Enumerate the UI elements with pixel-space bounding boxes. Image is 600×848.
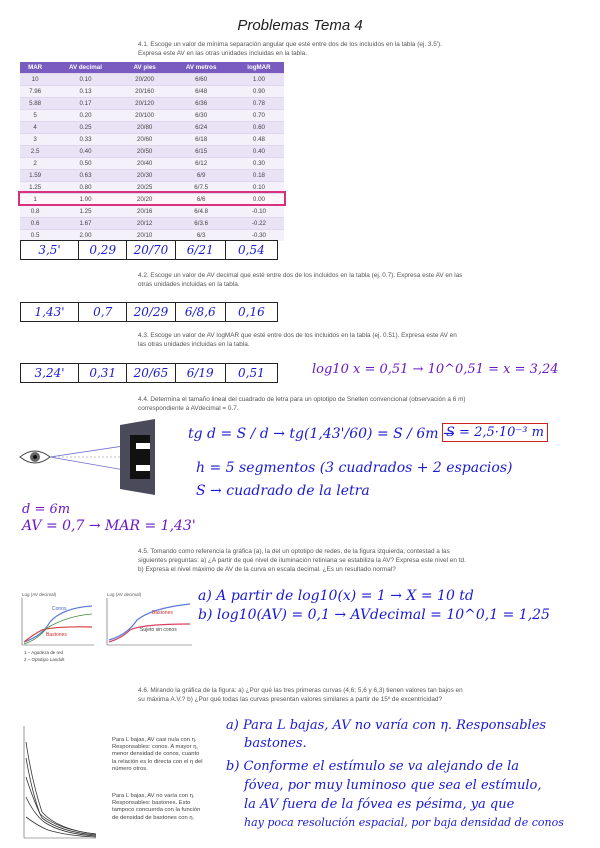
answer-cell: 20/29	[127, 303, 175, 321]
acuity-table-cell: 0.30	[234, 158, 284, 170]
answer-cell: 3,24'	[21, 364, 79, 382]
question-4-5: 4.5. Tomando como referencia la gráfica (a), la del un optotipo de redes, de la figura izquierda, contestad a las siguientes preguntas: a) ¿A partir de qué nivel de iluminación retiniana se estabiliza la AV? Expresa este nivel en td. b) Expresa el nivel máximo de AV de la curva en escala decimal. ¿Es un resultado normal?	[138, 548, 466, 573]
acuity-table-cell: 0.25	[50, 122, 121, 134]
acuity-table-cell: 0.70	[234, 110, 284, 122]
answer-cell: 3,5'	[21, 241, 79, 259]
acuity-table-cell: 0.10	[234, 182, 284, 194]
acuity-table-cell: 20/40	[121, 158, 169, 170]
answer-4-5-b: b) log10(AV) = 0,1 → AVdecimal = 10^0,1 = 1,25	[198, 607, 550, 623]
acuity-table-cell: 20/160	[121, 86, 169, 98]
answer-cell: 0,7	[79, 303, 127, 321]
answer-cell: 0,31	[79, 364, 127, 382]
acuity-table-cell: 6/4.8	[168, 206, 233, 218]
acuity-table-cell: 2.00	[50, 230, 121, 242]
acuity-table-cell: 6/48	[168, 86, 233, 98]
acuity-table-row	[20, 206, 284, 218]
acuity-table-cell: 0.10	[50, 74, 121, 86]
acuity-table-cell: 6/6	[168, 194, 233, 206]
acuity-table-cell: 5	[20, 110, 50, 122]
answer-cell: 6/21	[176, 241, 226, 259]
acuity-table-cell: 0.48	[234, 134, 284, 146]
graph-note-1: Para L bajas, AV casi nula con η. Responsables: conos. A mayor η, menor densidad de conos, cuanto la relación es lo directa con el η del número otros.	[112, 737, 203, 772]
acuity-table-cell: 0.60	[234, 122, 284, 134]
snellen-diagram	[10, 415, 175, 500]
acuity-table-cell: 1.67	[50, 218, 121, 230]
acuity-table-cell: 20/120	[121, 98, 169, 110]
answer-4-6-b-line1: b) Conforme el estímulo se va alejando de la	[226, 759, 520, 774]
acuity-table-cell: 0.40	[234, 146, 284, 158]
acuity-table-row	[20, 170, 284, 182]
acuity-table-cell: 6/36	[168, 98, 233, 110]
acuity-table-cell: 20/25	[121, 182, 169, 194]
acuity-table-cell: 7.96	[20, 86, 50, 98]
distance-note: d = 6m	[22, 502, 71, 517]
acuity-table-row	[20, 158, 284, 170]
acuity-table-cell: 0.63	[50, 170, 121, 182]
question-4-4: 4.4. Determina el tamaño lineal del cuadrado de letra para un optotipo de Snellen convencional (observación a 6 m) correspondiente a AVdecimal = 0.7.	[138, 396, 466, 412]
label-bastones: Bastones	[46, 632, 67, 638]
acuity-table-cell: -0.30	[234, 230, 284, 242]
acuity-table-cell: 0.90	[234, 86, 284, 98]
acuity-table-row	[20, 98, 284, 110]
label-sin-conos: Sujeto sin conos	[140, 627, 177, 633]
acuity-table-cell: 5.88	[20, 98, 50, 110]
acuity-table-cell: 1.59	[20, 170, 50, 182]
letter-e-icon	[120, 419, 155, 495]
acuity-table-cell: 6/9	[168, 170, 233, 182]
acuity-table-cell: 0.40	[50, 146, 121, 158]
answer-4-6-b-line4: hay poca resolución espacial, por baja densidad de conos	[244, 816, 564, 829]
acuity-table-cell: 1.25	[20, 182, 50, 194]
answer-4-6-a-line2: bastones.	[244, 736, 307, 751]
highlight-row-box	[18, 191, 286, 206]
answer-cell: 6/8,6	[176, 303, 226, 321]
answer-cell: 0,51	[238, 366, 265, 380]
acuity-table-cell: 20/10	[121, 230, 169, 242]
question-4-2: 4.2. Escoge un valor de AV decimal que esté entre dos de los incluidos en la tabla (ej. 0.7). Expresa este AV en las otras unidades incluidas en la tabla.	[138, 272, 463, 288]
acuity-table-row	[20, 122, 284, 134]
acuity-table-row	[20, 146, 284, 158]
acuity-table-cell: 6/18	[168, 134, 233, 146]
acuity-table-cell: 0.20	[50, 110, 121, 122]
graph-b-title: Log (AV decimal)	[107, 592, 142, 597]
answer-4-6-b-line2: fóvea, por muy luminoso que sea el estímulo,	[244, 778, 542, 793]
tangent-equation: tg d = S / d → tg(1,43'/60) = S / 6m →	[188, 426, 455, 442]
answer-cell: 6/19	[176, 364, 226, 382]
label-bastones-b: Bastones	[152, 610, 173, 616]
acuity-table-cell: 6/7.5	[168, 182, 233, 194]
acuity-table-cell: 6/12	[168, 158, 233, 170]
acuity-table-cell: 1	[20, 194, 50, 206]
acuity-table-cell: 0.78	[234, 98, 284, 110]
acuity-table-cell: -0.22	[234, 218, 284, 230]
answer-row-4-3	[20, 363, 278, 383]
answer-cell: 20/65	[127, 364, 175, 382]
header-av-decimal: AV decimal	[50, 62, 121, 74]
av-mar-note: AV = 0,7 → MAR = 1,43'	[22, 518, 196, 534]
acuity-table-cell: 6/24	[168, 122, 233, 134]
acuity-table-cell: 20/16	[121, 206, 169, 218]
logmar-work: log10 x = 0,51 → 10^0,51 = x = 3,24	[312, 362, 559, 377]
acuity-table-cell: 6/3	[168, 230, 233, 242]
answer-cell: 0,54	[238, 243, 265, 257]
graph-note-2: Para L bajas, AV no varía con η. Responsables: bastones. Esto tampoco concuerda con la función de densidad de bastones con η.	[112, 793, 201, 821]
acuity-table-cell: 6/60	[168, 74, 233, 86]
eye-icon	[20, 451, 50, 463]
acuity-table-cell: 0.50	[50, 158, 121, 170]
header-av-feet: AV pies	[121, 62, 169, 74]
eccentricity-graph	[18, 722, 98, 842]
answer-cell: 0,29	[79, 241, 127, 259]
acuity-table-cell: 20/20	[121, 194, 169, 206]
acuity-table-cell: 0.13	[50, 86, 121, 98]
graph-a-title: Log (AV decimal)	[22, 592, 57, 597]
acuity-table-cell: 6/3.6	[168, 218, 233, 230]
answer-row-4-2	[20, 302, 278, 322]
acuity-table-cell: -0.10	[234, 206, 284, 218]
acuity-table-cell: 20/30	[121, 170, 169, 182]
acuity-table-cell: 4	[20, 122, 50, 134]
header-av-meters: AV metros	[168, 62, 233, 74]
question-4-1: 4.1. Escoge un valor de mínima separación angular que esté entre dos de los incluidos en la tabla (ej. 3.5'). Expresa este AV en las otras unidades incluidas en la tabla.	[138, 41, 442, 57]
acuity-table-cell: 2.5	[20, 146, 50, 158]
answer-4-5-a: a) A partir de log10(x) = 1 → X = 10 td	[198, 588, 474, 604]
acuity-table-cell: 3	[20, 134, 50, 146]
answer-cell: 1,43'	[21, 303, 79, 321]
acuity-table-row	[20, 218, 284, 230]
acuity-table-cell: 20/50	[121, 146, 169, 158]
acuity-table-row	[20, 74, 284, 86]
acuity-table-cell: 6/15	[168, 146, 233, 158]
acuity-table-cell: 2	[20, 158, 50, 170]
answer-cell: 0,16	[238, 305, 265, 319]
acuity-table-cell: 0.8	[20, 206, 50, 218]
acuity-table-cell: 20/12	[121, 218, 169, 230]
acuity-table-cell: 6/30	[168, 110, 233, 122]
label-conos: Conos	[52, 606, 67, 612]
acuity-table-cell: 20/100	[121, 110, 169, 122]
acuity-table-cell: 1.00	[50, 194, 121, 206]
legend-1: 1 – Agudeza de red	[24, 650, 64, 655]
acuity-table-cell: 0.6	[20, 218, 50, 230]
acuity-table-cell: 0.5	[20, 230, 50, 242]
segments-note: h = 5 segmentos (3 cuadrados + 2 espacios)	[196, 460, 513, 476]
acuity-table-cell: 20/60	[121, 134, 169, 146]
letter-square-note: S → cuadrado de la letra	[196, 483, 370, 499]
retinal-illumination-graphs	[12, 590, 197, 670]
acuity-table-row	[20, 86, 284, 98]
header-mar: MAR	[20, 62, 50, 74]
acuity-table-cell: 1.00	[234, 74, 284, 86]
acuity-table-row	[20, 134, 284, 146]
answer-4-6-b-line3: la AV fuera de la fóvea es pésima, ya que	[244, 797, 515, 812]
acuity-table-cell: 0.17	[50, 98, 121, 110]
acuity-table-cell: 0.80	[50, 182, 121, 194]
page-title: Problemas Tema 4	[237, 17, 363, 34]
acuity-table-cell: 0.18	[234, 170, 284, 182]
answer-4-6-a-line1: a) Para L bajas, AV no varía con η. Responsables	[226, 718, 547, 733]
header-logmar: logMAR	[234, 62, 284, 74]
acuity-table	[20, 62, 284, 241]
question-4-6: 4.6. Mirando la gráfica de la figura: a) ¿Por qué las tres primeras curvas (4,6; 5,6 y 6,3) tienen valores tan bajos en su máxima A.V.? b) ¿Por qué todas las curvas presentan valores similares a partir de 15º de excentricidad?	[138, 687, 463, 703]
question-4-3: 4.3. Escoge un valor de AV logMAR que esté entre dos de los incluidos en la tabla (ej. 0.51). Expresa este AV en las otras unidades incluidas en la tabla.	[138, 332, 457, 348]
acuity-table-cell: 1.25	[50, 206, 121, 218]
acuity-table-cell: 20/80	[121, 122, 169, 134]
legend-2: 2 – Optotipo Landolt	[24, 657, 65, 662]
acuity-table-header	[20, 62, 284, 74]
acuity-table-cell: 0.00	[234, 194, 284, 206]
acuity-table-cell: 20/200	[121, 74, 169, 86]
answer-cell: 20/70	[127, 241, 175, 259]
answer-row-4-1	[20, 240, 278, 260]
acuity-table-cell: 10	[20, 74, 50, 86]
acuity-table-row	[20, 110, 284, 122]
size-result: S = 2,5·10⁻³ m	[442, 423, 548, 442]
acuity-table-cell: 0.33	[50, 134, 121, 146]
